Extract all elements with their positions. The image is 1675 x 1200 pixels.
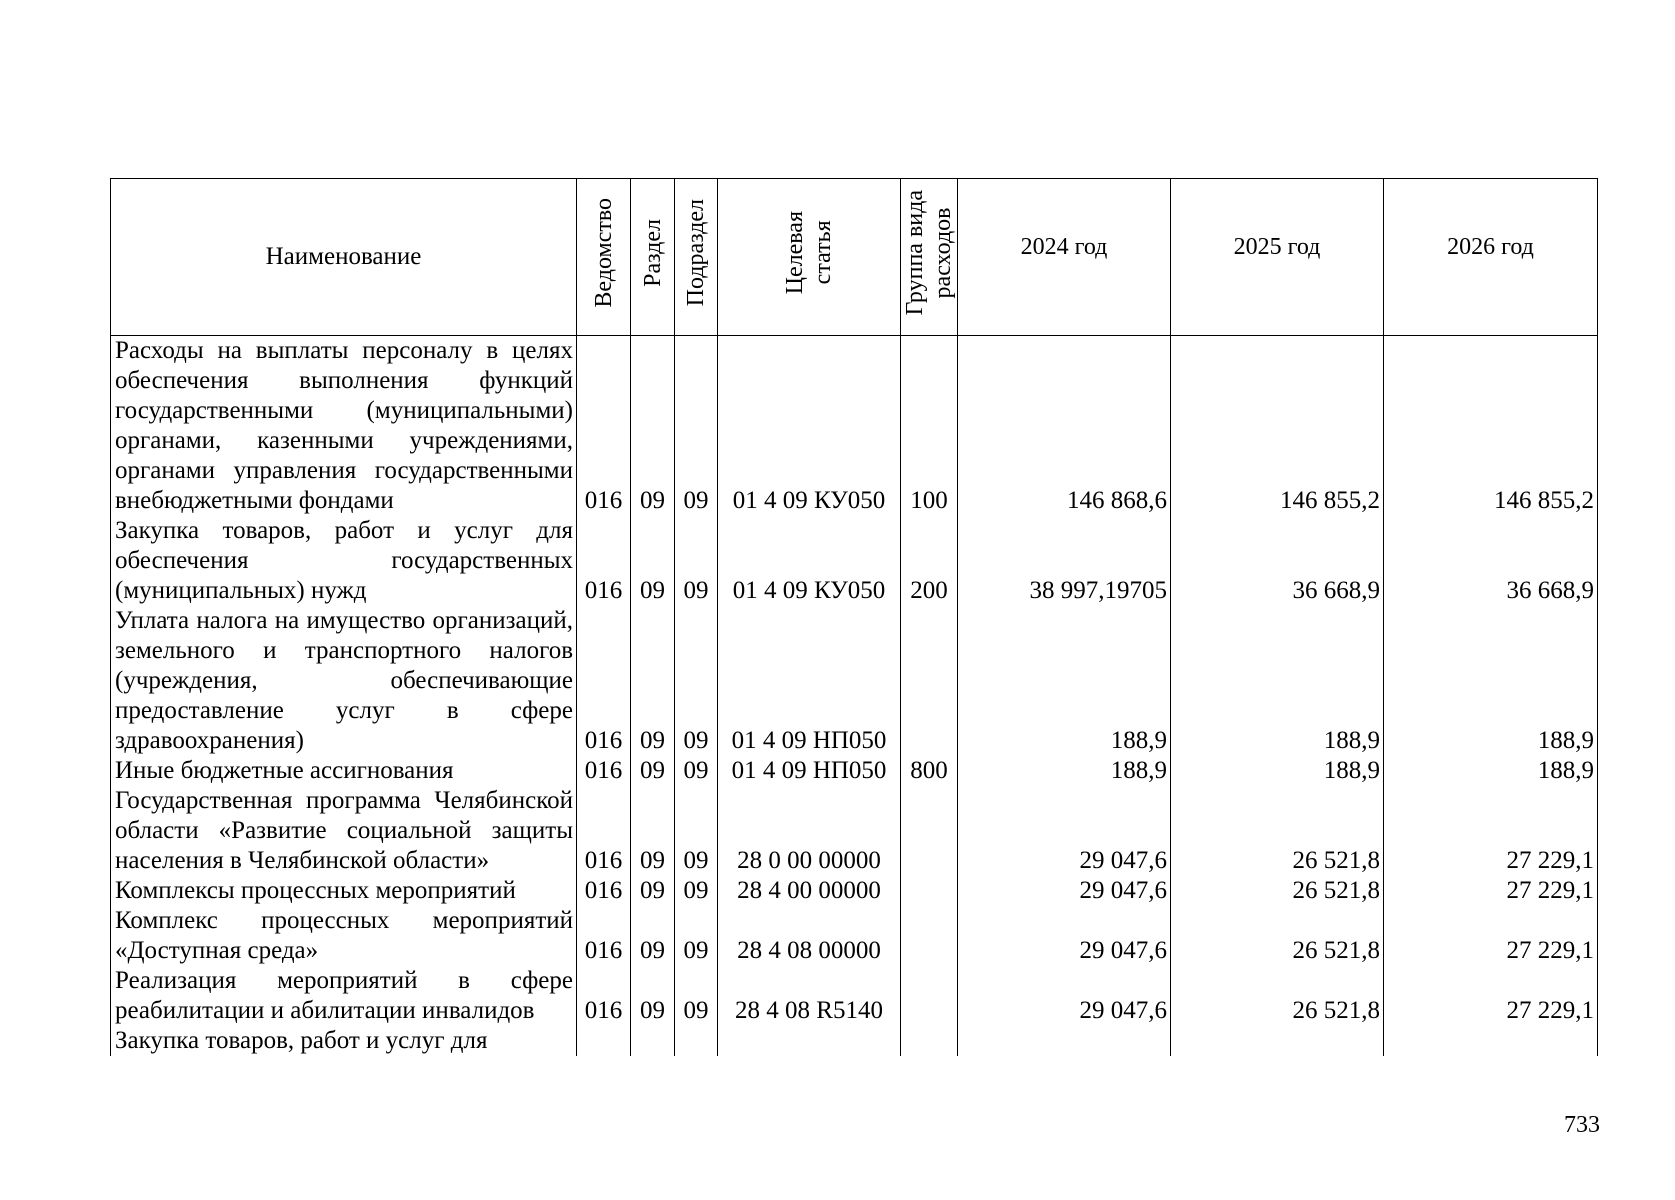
cell-2025: 146 855,2: [1171, 336, 1384, 517]
cell-subsection: 09: [675, 336, 718, 517]
header-subsection: Подраздел: [675, 179, 718, 336]
table-row: [111, 606, 1598, 756]
budget-table-container: [110, 178, 1597, 1056]
cell-department: 016: [577, 516, 631, 606]
cell-expense-group: [901, 906, 958, 966]
cell-2025: 188,9: [1171, 756, 1384, 786]
cell-expense-group: [901, 786, 958, 876]
header-2025: 2025 год: [1171, 179, 1384, 336]
cell-target-article: 01 4 09 НП050: [718, 606, 901, 756]
table-body: [111, 336, 1598, 1057]
cell-section: [631, 1026, 675, 1056]
cell-2026: 188,9: [1384, 606, 1598, 756]
cell-subsection: 09: [675, 516, 718, 606]
cell-name: Комплекс процессных мероприятий «Доступная среда»: [111, 906, 577, 966]
cell-2025: [1171, 1026, 1384, 1056]
cell-2025: 26 521,8: [1171, 876, 1384, 906]
cell-expense-group: 100: [901, 336, 958, 517]
header-section: Раздел: [631, 179, 675, 336]
cell-name: Закупка товаров, работ и услуг для: [111, 1026, 577, 1056]
cell-subsection: [675, 1026, 718, 1056]
cell-2026: 27 229,1: [1384, 786, 1598, 876]
cell-2025: 26 521,8: [1171, 906, 1384, 966]
cell-section: 09: [631, 516, 675, 606]
cell-department: 016: [577, 756, 631, 786]
cell-target-article: 28 4 08 00000: [718, 906, 901, 966]
cell-expense-group: [901, 1026, 958, 1056]
cell-target-article: 01 4 09 КУ050: [718, 516, 901, 606]
cell-subsection: 09: [675, 876, 718, 906]
cell-2026: 27 229,1: [1384, 876, 1598, 906]
cell-target-article: 28 4 08 R5140: [718, 966, 901, 1026]
cell-2024: 146 868,6: [958, 336, 1171, 517]
cell-2026: 36 668,9: [1384, 516, 1598, 606]
cell-section: 09: [631, 906, 675, 966]
cell-name: Расходы на выплаты персоналу в целях обеспечения выполнения функций государственными (муниципальными) органами, казенными учреждениями, органами управления государственными внебюджетными фондами: [111, 336, 577, 517]
cell-target-article: 01 4 09 КУ050: [718, 336, 901, 517]
cell-section: 09: [631, 756, 675, 786]
cell-subsection: 09: [675, 966, 718, 1026]
cell-department: 016: [577, 876, 631, 906]
cell-2026: 146 855,2: [1384, 336, 1598, 517]
cell-2024: 29 047,6: [958, 786, 1171, 876]
table-row: [111, 516, 1598, 606]
header-2024: 2024 год: [958, 179, 1171, 336]
cell-2024: 188,9: [958, 756, 1171, 786]
cell-department: 016: [577, 786, 631, 876]
cell-expense-group: 800: [901, 756, 958, 786]
table-row: [111, 786, 1598, 876]
cell-expense-group: [901, 606, 958, 756]
header-2026: 2026 год: [1384, 179, 1598, 336]
table-row: [111, 756, 1598, 786]
cell-section: 09: [631, 786, 675, 876]
cell-name: Комплексы процессных мероприятий: [111, 876, 577, 906]
cell-department: 016: [577, 906, 631, 966]
cell-department: 016: [577, 966, 631, 1026]
cell-2026: 27 229,1: [1384, 906, 1598, 966]
cell-2026: [1384, 1026, 1598, 1056]
cell-name: Иные бюджетные ассигнования: [111, 756, 577, 786]
cell-target-article: [718, 1026, 901, 1056]
cell-2025: 36 668,9: [1171, 516, 1384, 606]
cell-section: 09: [631, 876, 675, 906]
cell-subsection: 09: [675, 606, 718, 756]
cell-section: 09: [631, 336, 675, 517]
header-department: Ведомство: [577, 179, 631, 336]
cell-2024: 29 047,6: [958, 906, 1171, 966]
cell-2025: 26 521,8: [1171, 786, 1384, 876]
cell-2025: 188,9: [1171, 606, 1384, 756]
cell-target-article: 01 4 09 НП050: [718, 756, 901, 786]
cell-subsection: 09: [675, 906, 718, 966]
table-row: [111, 876, 1598, 906]
table-header-row: [111, 179, 1598, 336]
cell-subsection: 09: [675, 756, 718, 786]
page-number: 733: [1564, 1112, 1600, 1138]
table-row: [111, 1026, 1598, 1056]
cell-expense-group: 200: [901, 516, 958, 606]
table-row: [111, 336, 1598, 517]
header-name: Наименование: [111, 179, 577, 336]
table-row: [111, 906, 1598, 966]
header-target-article: Целевая статья: [718, 179, 901, 336]
cell-expense-group: [901, 876, 958, 906]
table-row: [111, 966, 1598, 1026]
header-expense-group: Группа вида расходов: [901, 179, 958, 336]
cell-expense-group: [901, 966, 958, 1026]
cell-section: 09: [631, 966, 675, 1026]
cell-2024: [958, 1026, 1171, 1056]
cell-name: Государственная программа Челябинской области «Развитие социальной защиты населения в Челябинской области»: [111, 786, 577, 876]
cell-2024: 38 997,19705: [958, 516, 1171, 606]
cell-2024: 29 047,6: [958, 966, 1171, 1026]
cell-department: 016: [577, 606, 631, 756]
cell-target-article: 28 0 00 00000: [718, 786, 901, 876]
cell-2026: 188,9: [1384, 756, 1598, 786]
cell-section: 09: [631, 606, 675, 756]
cell-2024: 188,9: [958, 606, 1171, 756]
budget-table: [110, 178, 1598, 1056]
cell-subsection: 09: [675, 786, 718, 876]
cell-2026: 27 229,1: [1384, 966, 1598, 1026]
cell-target-article: 28 4 00 00000: [718, 876, 901, 906]
cell-2024: 29 047,6: [958, 876, 1171, 906]
cell-department: 016: [577, 336, 631, 517]
cell-name: Реализация мероприятий в сфере реабилитации и абилитации инвалидов: [111, 966, 577, 1026]
cell-name: Закупка товаров, работ и услуг для обеспечения государственных (муниципальных) нужд: [111, 516, 577, 606]
cell-2025: 26 521,8: [1171, 966, 1384, 1026]
cell-name: Уплата налога на имущество организаций, земельного и транспортного налогов (учреждения, обеспечивающие предоставление услуг в сфере здравоохранения): [111, 606, 577, 756]
cell-department: [577, 1026, 631, 1056]
